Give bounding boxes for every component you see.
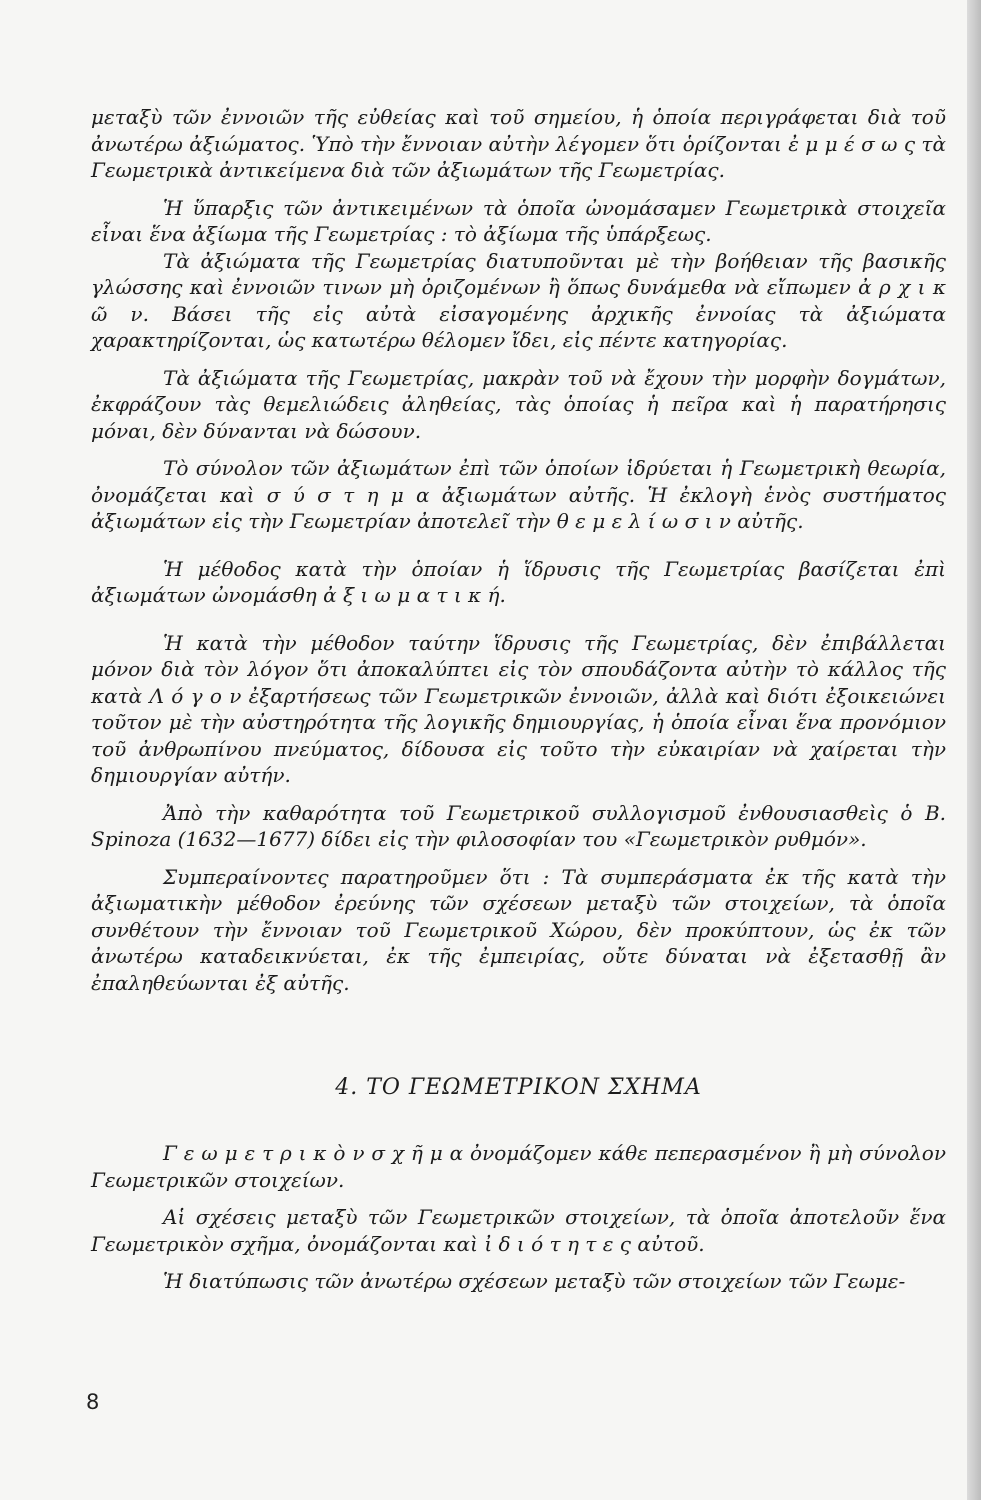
paragraph-axiom-formulation: Τὰ ἀξιώματα τῆς Γεωμετρίας διατυποῦνται μὲ τὴν βοήθειαν τῆς βασικῆς γλώσσης καὶ ἐννοιῶν τινων μὴ ὁριζομένων ἢ ὅπως δυνάμεθα νὰ εἴπωμεν ἀ ρ χ ι κ ῶ ν. Βάσει τῆς εἰς αὐτὰ εἰσαγομένης ἀρχικῆς ἐννοίας τὰ ἀξιώματα χαρακτηρίζονται, ὡς κατωτέρω θέλομεν ἴδει, εἰς πέντε κατηγορίας. bbox=[91, 248, 946, 352]
paragraph-conclusions: Συμπεραίνοντες παρατηροῦμεν ὅτι : Τὰ συμπεράσματα ἐκ τῆς κατὰ τὴν ἀξιωματικὴν μέθοδον ἐρεύνης τῶν σχέσεων μεταξὺ τῶν στοιχείων, τὰ ὁποῖα συνθέτουν τὴν ἔννοιαν τοῦ Γεωμετρικοῦ Χώρου, δὲν προκύπτουν, ὡς ἐκ τῶν ἀνωτέρω καταδεικνύεται, ἐκ τῆς ἐμπειρίας, οὔτε δύναται νὰ ἐξετασθῇ ἂν ἐπαληθεύωνται ἐξ αὐτῆς. bbox=[91, 864, 946, 995]
paragraph-axiom-system: Τὸ σύνολον τῶν ἀξιωμάτων ἐπὶ τῶν ὁποίων ἱδρύεται ἡ Γεωμετρικὴ θεωρία, ὀνομάζεται καὶ σ ύ σ τ η μ α ἀξιωμάτων αὐτῆς. Ἡ ἐκλογὴ ἑνὸς συστήματος ἀξιωμάτων εἰς τὴν Γεωμετρίαν ἀποτελεῖ τὴν θ ε μ ε λ ί ω σ ι ν αὐτῆς. bbox=[91, 456, 946, 533]
paragraph-spinoza: Ἀπὸ τὴν καθαρότητα τοῦ Γεωμετρικοῦ συλλογισμοῦ ἐνθουσιασθεὶς ὁ B. Spinoza (1632—1677) δίδει εἰς τὴν φιλοσοφίαν του «Γεωμετρικὸν ρυθμόν». bbox=[91, 800, 946, 851]
page-number: 8 bbox=[86, 1390, 100, 1414]
paragraph-shape-definition: Γ ε ω μ ε τ ρ ι κ ὸ ν σ χ ῆ μ α ὀνομάζομεν κάθε πεπερασμένον ἢ μὴ σύνολον Γεωμετρικῶν στοιχείων. bbox=[91, 1141, 946, 1192]
paragraph-formulation: Ἡ διατύπωσις τῶν ἀνωτέρω σχέσεων μεταξὺ τῶν στοιχείων τῶν Γεωμε- bbox=[163, 1269, 906, 1293]
document-page bbox=[91, 104, 946, 1295]
page-edge-shadow bbox=[967, 0, 981, 1500]
section-heading: 4. ΤΟ ΓΕΩΜΕΤΡΙΚΟΝ ΣΧΗΜΑ bbox=[335, 1075, 702, 1100]
paragraph-method-benefits: Ἡ κατὰ τὴν μέθοδον ταύτην ἵδρυσις τῆς Γεωμετρίας, δὲν ἐπιβάλλεται μόνον διὰ τὸν λόγον ὅτι ἀποκαλύπτει εἰς τὸν σπουδάζοντα αὐτὴν τὸ κάλλος τῆς κατὰ Λ ό γ ο ν ἐξαρτήσεως τῶν Γεωμετρικῶν ἐννοιῶν, ἀλλὰ καὶ διότι ἐξοικειώνει τοῦτον μὲ τὴν αὐστηρότητα τῆς λογικῆς δημιουργίας, ἡ ὁποία εἶναι ἕνα προνόμιον τοῦ ἀνθρωπίνου πνεύματος, δίδουσα εἰς τοῦτο τὴν εὐκαιρίαν νὰ χαίρεται τὴν δημιουργίαν αὐτήν. bbox=[91, 630, 946, 787]
paragraph-existence-axiom: Ἡ ὕπαρξις τῶν ἀντικειμένων τὰ ὁποῖα ὠνομάσαμεν Γεωμετρικὰ στοιχεῖα εἶναι ἕνα ἀξίωμα τῆς Γεωμετρίας : τὸ ἀξίωμα τῆς ὑπάρξεως. bbox=[91, 195, 946, 246]
paragraph-continuation: μεταξὺ τῶν ἐννοιῶν τῆς εὐθείας καὶ τοῦ σημείου, ἡ ὁποία περιγράφεται διὰ τοῦ ἀνωτέρω ἀξιώματος. Ὑπὸ τὴν ἔννοιαν αὐτὴν λέγομεν ὅτι ὁρίζονται ἐ μ μ έ σ ω ς τὰ Γεωμετρικὰ ἀντικείμενα διὰ τῶν ἀξιωμάτων τῆς Γεωμετρίας. bbox=[91, 105, 946, 182]
paragraph-axiomatic-method: Ἡ μέθοδος κατὰ τὴν ὁποίαν ἡ ἵδρυσις τῆς Γεωμετρίας βασίζεται ἐπὶ ἀξιωμάτων ὠνομάσθη ἀ ξ ι ω μ α τ ι κ ή. bbox=[91, 556, 946, 607]
paragraph-fundamental-truths: Τὰ ἀξιώματα τῆς Γεωμετρίας, μακρὰν τοῦ νὰ ἔχουν τὴν μορφὴν δογμάτων, ἐκφράζουν τὰς θεμελιώδεις ἀληθείας, τὰς ὁποίας ἡ πεῖρα καὶ ἡ παρατήρησις μόναι, δὲν δύνανται νὰ δώσουν. bbox=[91, 365, 946, 443]
paragraph-shape-properties: Αἱ σχέσεις μεταξὺ τῶν Γεωμετρικῶν στοιχείων, τὰ ὁποῖα ἀποτελοῦν ἕνα Γεωμετρικὸν σχῆμα, ὀνομάζονται καὶ ἰ δ ι ό τ η τ ε ς αὐτοῦ. bbox=[91, 1205, 946, 1256]
